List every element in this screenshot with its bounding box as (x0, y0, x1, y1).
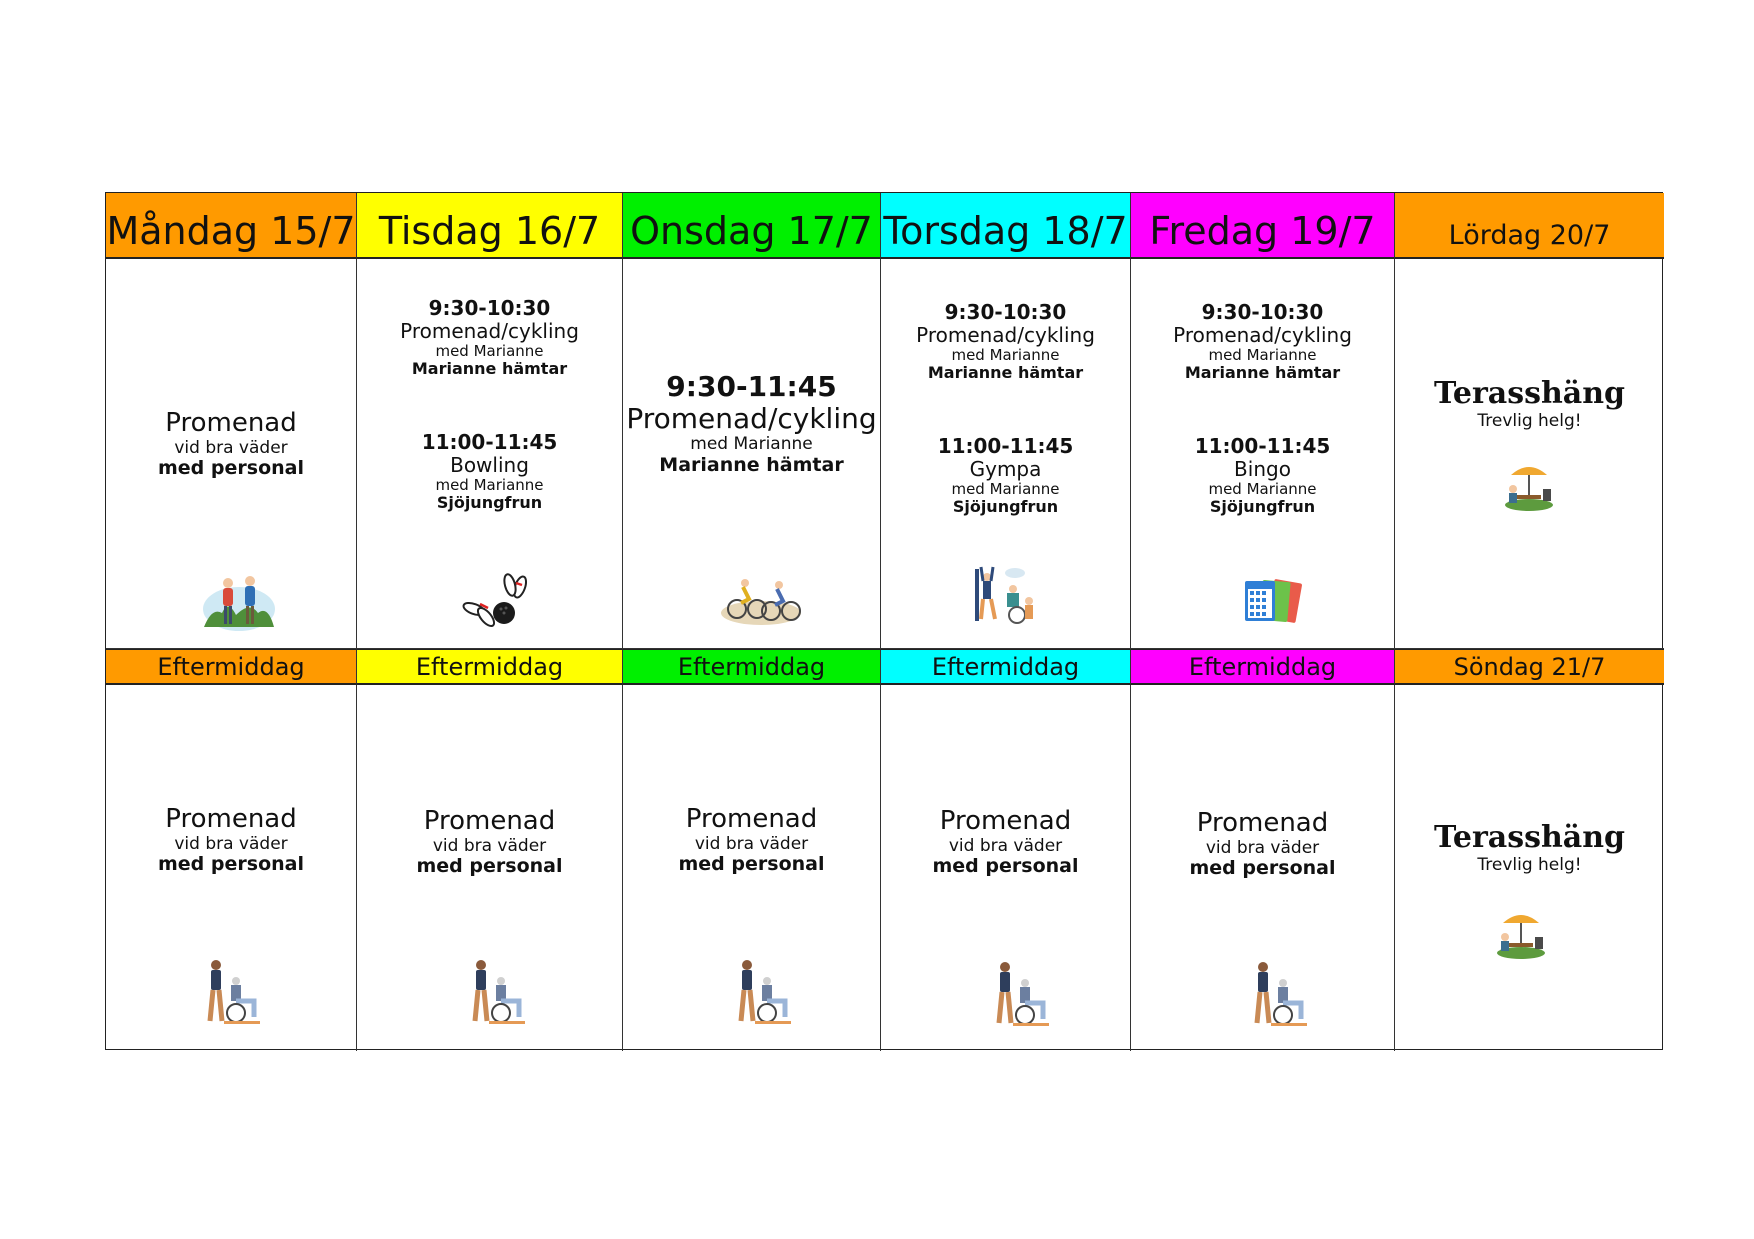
place-label: Marianne hämtar (659, 453, 844, 476)
terrace-icon (1495, 909, 1547, 961)
afternoon-sunday (1395, 685, 1664, 1051)
activity-label: Promenad (165, 408, 297, 438)
time-label: 11:00-11:45 (937, 434, 1074, 458)
note-label: vid bra väder (432, 835, 547, 856)
header-label: Fredag 19/7 (1149, 209, 1376, 253)
time-label: 9:30-10:30 (1201, 300, 1324, 324)
header-thursday (881, 193, 1131, 259)
weekly-schedule-table (105, 192, 1663, 1050)
activity-label: Promenad (685, 804, 818, 834)
staff-label: med personal (158, 853, 304, 876)
activity-label: Promenad (939, 806, 1072, 836)
activity-label: Terasshäng (1433, 376, 1626, 411)
activity-label: Promenad (165, 804, 297, 834)
subheader-tuesday (357, 649, 623, 685)
header-friday (1131, 193, 1395, 259)
place-label: Marianne hämtar (411, 359, 568, 379)
place-label: Marianne hämtar (927, 363, 1084, 383)
note-label: Trevlig helg! (1477, 854, 1582, 875)
leader-label: med Marianne (435, 476, 544, 494)
note-label: Trevlig helg! (1477, 410, 1582, 431)
header-tuesday (357, 193, 623, 259)
note-label: vid bra väder (694, 833, 809, 854)
subheader-sunday (1395, 649, 1664, 685)
morning-tuesday (357, 259, 623, 649)
leader-label: med Marianne (435, 342, 544, 360)
activity-label: Promenad/cykling (916, 323, 1095, 347)
staff-label: med personal (416, 855, 563, 878)
header-label: Torsdag 18/7 (883, 209, 1128, 253)
afternoon-friday (1131, 685, 1395, 1051)
afternoon-wednesday (623, 685, 881, 1051)
walking-couple-icon (202, 569, 276, 631)
wheelchair-walk-icon (1249, 961, 1309, 1027)
staff-label: med personal (932, 855, 1079, 878)
time-label: 9:30-10:30 (428, 296, 551, 320)
activity-label: Promenad (423, 806, 556, 836)
wheelchair-walk-icon (467, 959, 527, 1025)
afternoon-tuesday (357, 685, 623, 1051)
subheader-label: Eftermiddag (157, 652, 305, 681)
subheader-monday (106, 649, 357, 685)
subheader-wednesday (623, 649, 881, 685)
place-label: Sjöjungfrun (952, 497, 1059, 517)
activity-label: Bingo (1234, 457, 1291, 481)
time-label: 11:00-11:45 (1194, 434, 1331, 458)
subheader-label: Söndag 21/7 (1453, 652, 1606, 681)
header-wednesday (623, 193, 881, 259)
subheader-label: Eftermiddag (415, 652, 564, 681)
header-monday (106, 193, 357, 259)
header-label: Lördag 20/7 (1448, 220, 1611, 251)
time-label: 9:30-11:45 (666, 370, 837, 403)
subheader-friday (1131, 649, 1395, 685)
morning-thursday (881, 259, 1131, 649)
leader-label: med Marianne (951, 480, 1060, 498)
staff-label: med personal (158, 457, 304, 480)
afternoon-thursday (881, 685, 1131, 1051)
wheelchair-walk-icon (202, 959, 262, 1025)
subheader-label: Eftermiddag (1188, 652, 1337, 681)
exercise-icon (971, 565, 1037, 627)
leader-label: med Marianne (951, 346, 1060, 364)
subheader-label: Eftermiddag (677, 652, 826, 681)
morning-monday (106, 259, 357, 649)
header-label: Måndag 15/7 (106, 209, 356, 253)
activity-label: Promenad/cykling (400, 319, 579, 343)
morning-friday (1131, 259, 1395, 649)
activity-label: Promenad (1196, 808, 1329, 838)
morning-wednesday (623, 259, 881, 649)
activity-label: Bowling (450, 453, 529, 477)
activity-label: Promenad/cykling (626, 402, 877, 436)
note-label: vid bra väder (174, 833, 288, 854)
place-label: Marianne hämtar (1184, 363, 1341, 383)
place-label: Sjöjungfrun (1209, 497, 1316, 517)
activity-label: Promenad/cykling (1173, 323, 1352, 347)
leader-label: med Marianne (690, 434, 813, 455)
place-label: Sjöjungfrun (436, 493, 543, 513)
staff-label: med personal (1189, 857, 1336, 880)
bowling-icon (460, 573, 534, 631)
note-label: vid bra väder (174, 437, 288, 458)
bingo-cards-icon (1241, 577, 1305, 627)
note-label: vid bra väder (1205, 837, 1320, 858)
morning-saturday (1395, 259, 1664, 649)
time-label: 11:00-11:45 (421, 430, 558, 454)
terrace-icon (1503, 461, 1555, 513)
subheader-thursday (881, 649, 1131, 685)
header-saturday (1395, 193, 1664, 259)
header-label: Tisdag 16/7 (378, 209, 601, 253)
afternoon-monday (106, 685, 357, 1051)
note-label: vid bra väder (948, 835, 1063, 856)
staff-label: med personal (678, 853, 825, 876)
subheader-label: Eftermiddag (931, 652, 1080, 681)
activity-label: Gympa (969, 457, 1042, 481)
leader-label: med Marianne (1208, 480, 1317, 498)
leader-label: med Marianne (1208, 346, 1317, 364)
cycling-icon (721, 573, 803, 625)
wheelchair-walk-icon (733, 959, 793, 1025)
time-label: 9:30-10:30 (944, 300, 1067, 324)
activity-label: Terasshäng (1433, 820, 1626, 855)
header-label: Onsdag 17/7 (630, 209, 873, 253)
wheelchair-walk-icon (991, 961, 1051, 1027)
